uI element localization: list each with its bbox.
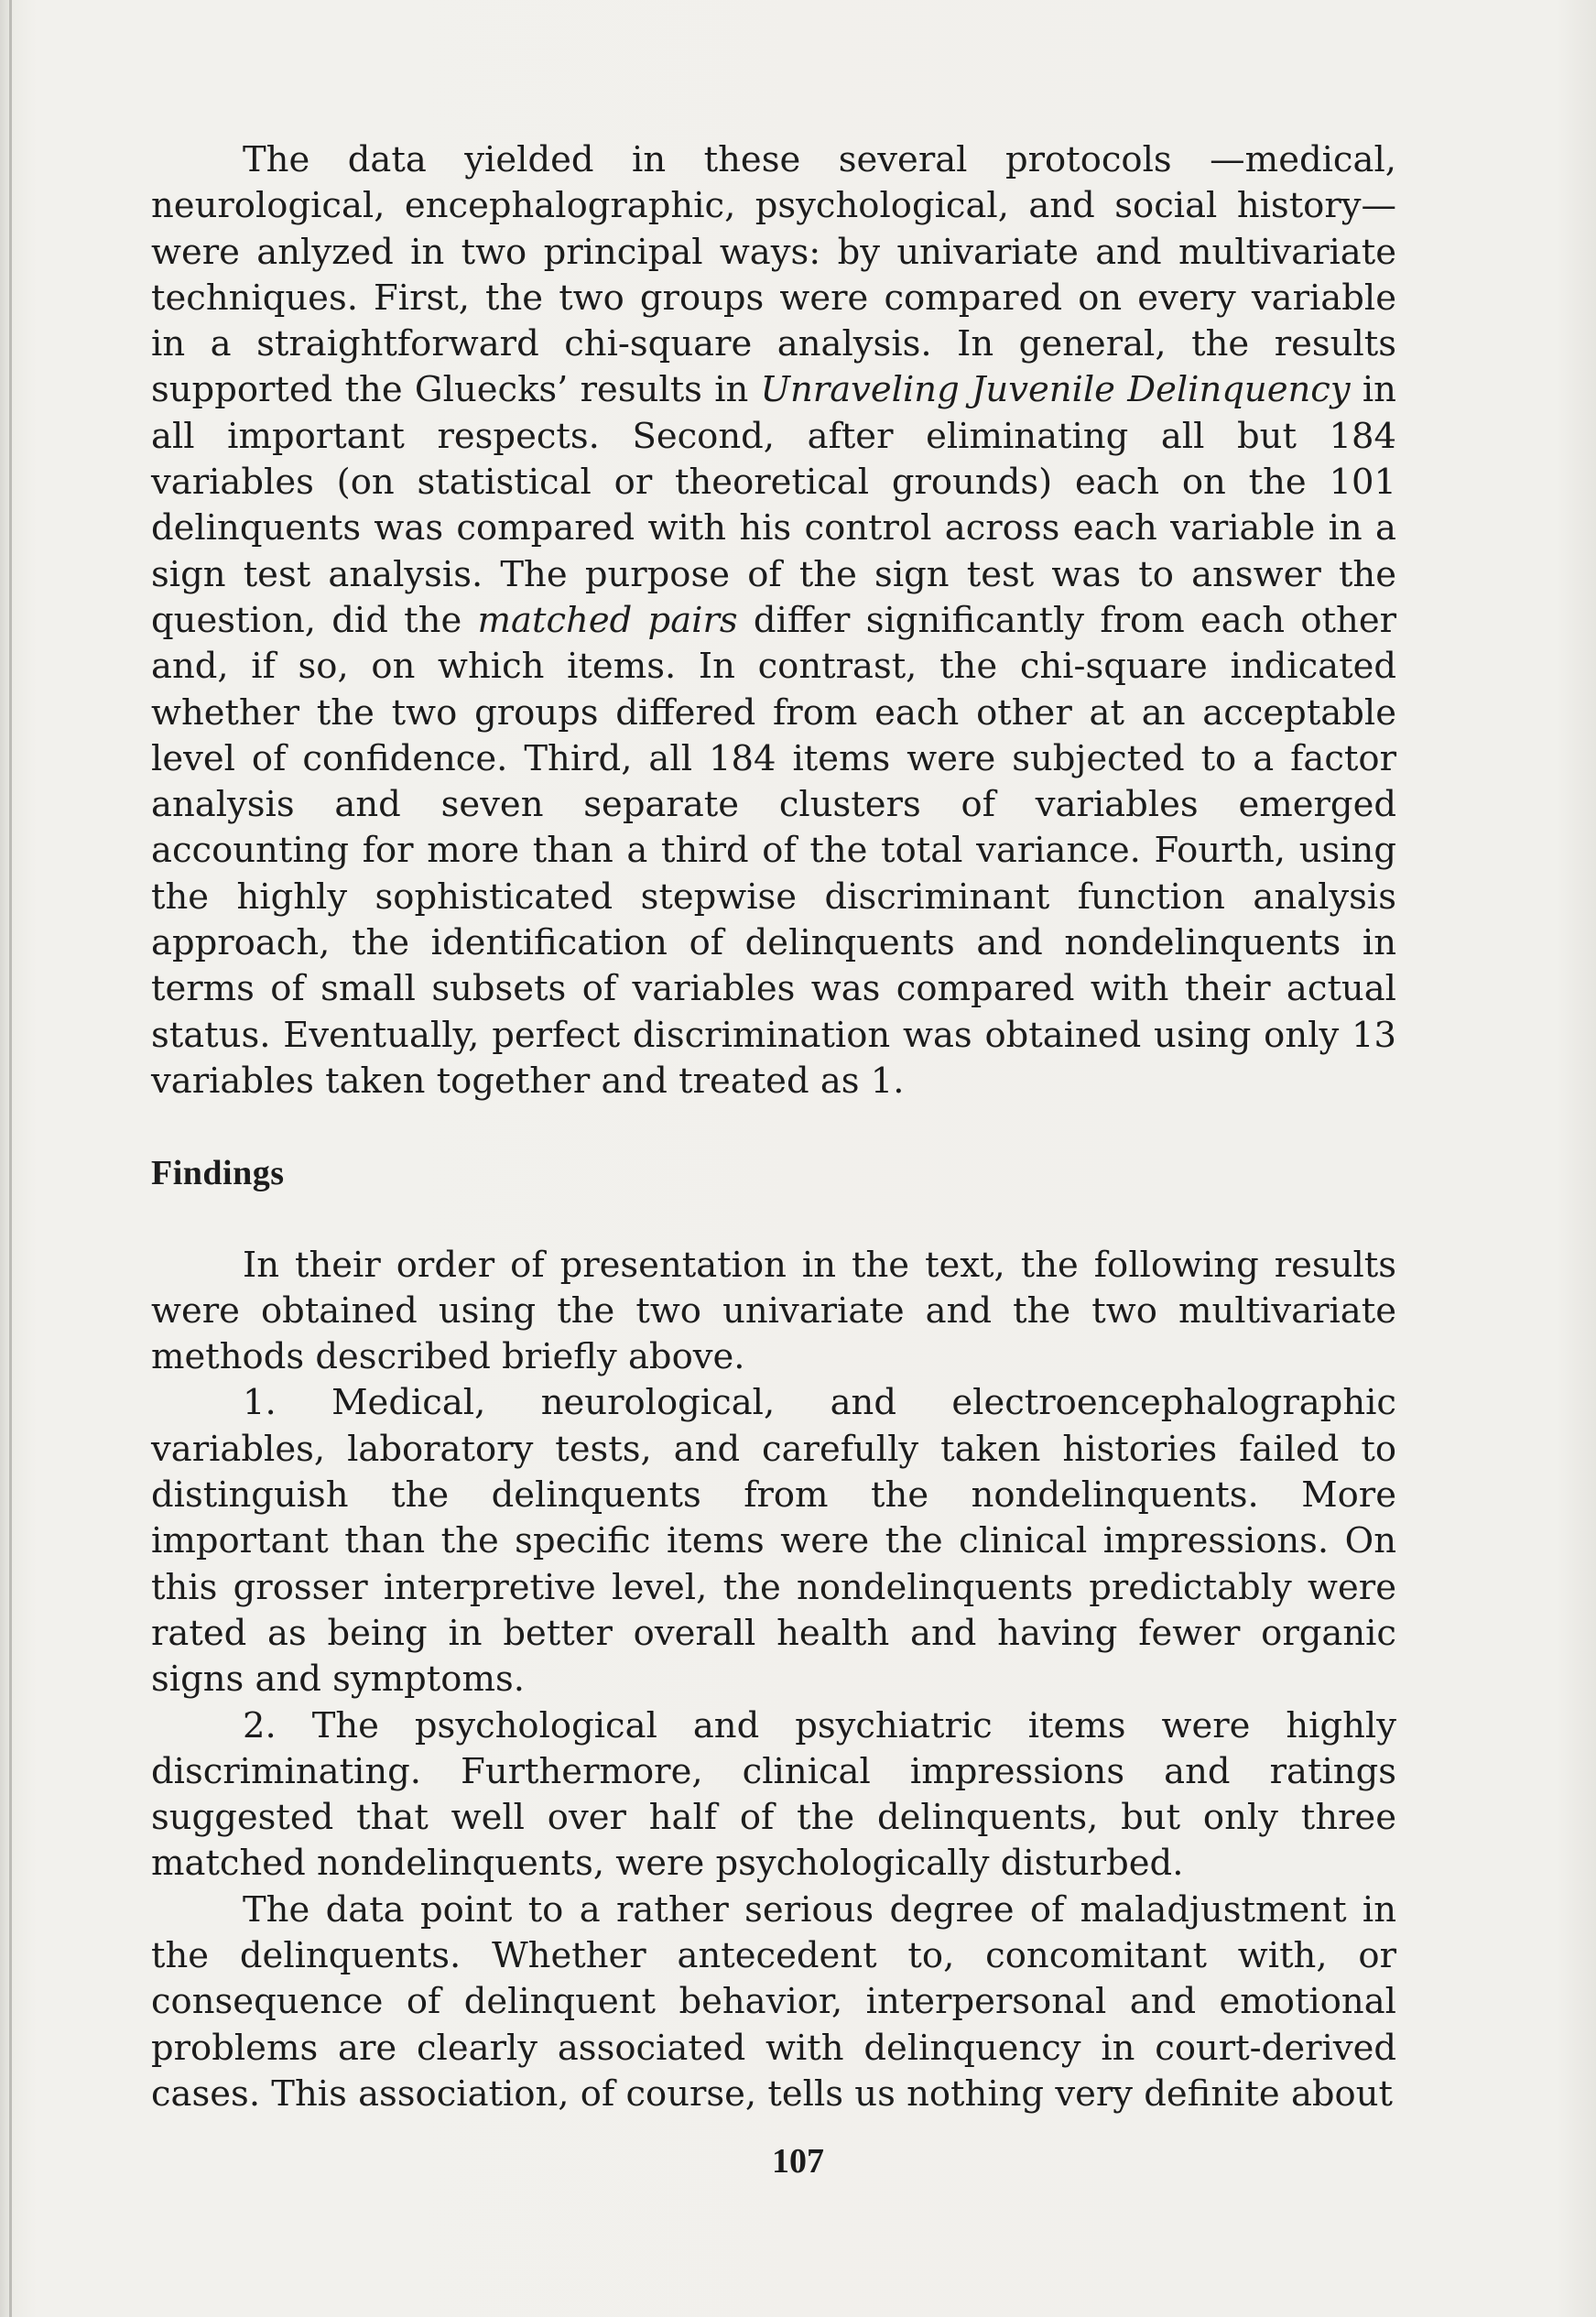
section-heading-findings: Findings — [151, 1154, 285, 1193]
paragraph-finding-1: 1. Medical, neurological, and electroencephalographic variables, laboratory tests, and carefully taken histories failed to distinguish the delinquents from the nondelinquents. More important than the specific items were the clinical impressions. On this grosser interpretive level, the nondelinquents predictably were rated as being in better overall health and having fewer organic signs and symptoms. — [151, 1382, 1396, 1701]
matched-pairs-italic: matched pairs — [477, 599, 738, 641]
book-title-italic: Unraveling Juvenile Delinquency — [760, 369, 1351, 411]
page-gutter-edge — [9, 0, 12, 2317]
paragraph-methods-part-1: The data yielded in these several protocols —medical, neurological, encephalographic, psychological, and social history— were anlyzed in two principal ways: by univariate and multivariate techniques. First, the two groups were compared on every variable in a straightforward chi-square analysis. In general, the results supported the Gluecks’ results in — [151, 139, 1396, 411]
paragraph-methods-part-3: differ significantly from each other and, if so, on which items. In contrast, the chi-square indicated whether the two groups differed from each other at an acceptable level of confidence. Third, all 184 items were subjected to a factor analysis and seven separate clusters of variables emerged accounting for more than a third of the total variance. Fourth, using the highly sophisticated stepwise discriminant function analysis approach, the identification of delinquents and nondelinquents in terms of small subsets of variables was compared with their actual status. Eventually, perfect discrimination was obtained using only 13 variables taken together and treated as 1. — [151, 599, 1397, 1102]
paragraph-methods-part-2: in all important respects. Second, after eliminating all but 184 variables (on statistical or theoretical grounds) each on the 101 delinquents was compared with his control across each variable in a sign test analysis. The purpose of the sign test was to answer the question, did the — [151, 369, 1396, 641]
paragraph-findings-intro: In their order of presentation in the text, the following results were obtained using the two univariate and the two multivariate methods described briefly above. — [151, 1244, 1396, 1378]
page-number: 107 — [772, 2142, 824, 2181]
body-text — [151, 137, 1396, 2117]
paragraph-methods — [151, 137, 1396, 1104]
paragraph-finding-2: 2. The psychological and psychiatric items were highly discriminating. Furthermore, clinical impressions and ratings suggested that well over half of the delinquents, but only three matched nondelinquents, were psychologically disturbed. — [151, 1704, 1396, 1885]
paragraph-maladjustment: The data point to a rather serious degree of maladjustment in the delinquents. Whether antecedent to, concomitant with, or consequence of delinquent behavior, interpersonal and emotional problems are clearly associated with delinquency in court-derived cases. This association, of course, tells us nothing very definite about — [151, 1888, 1396, 2115]
